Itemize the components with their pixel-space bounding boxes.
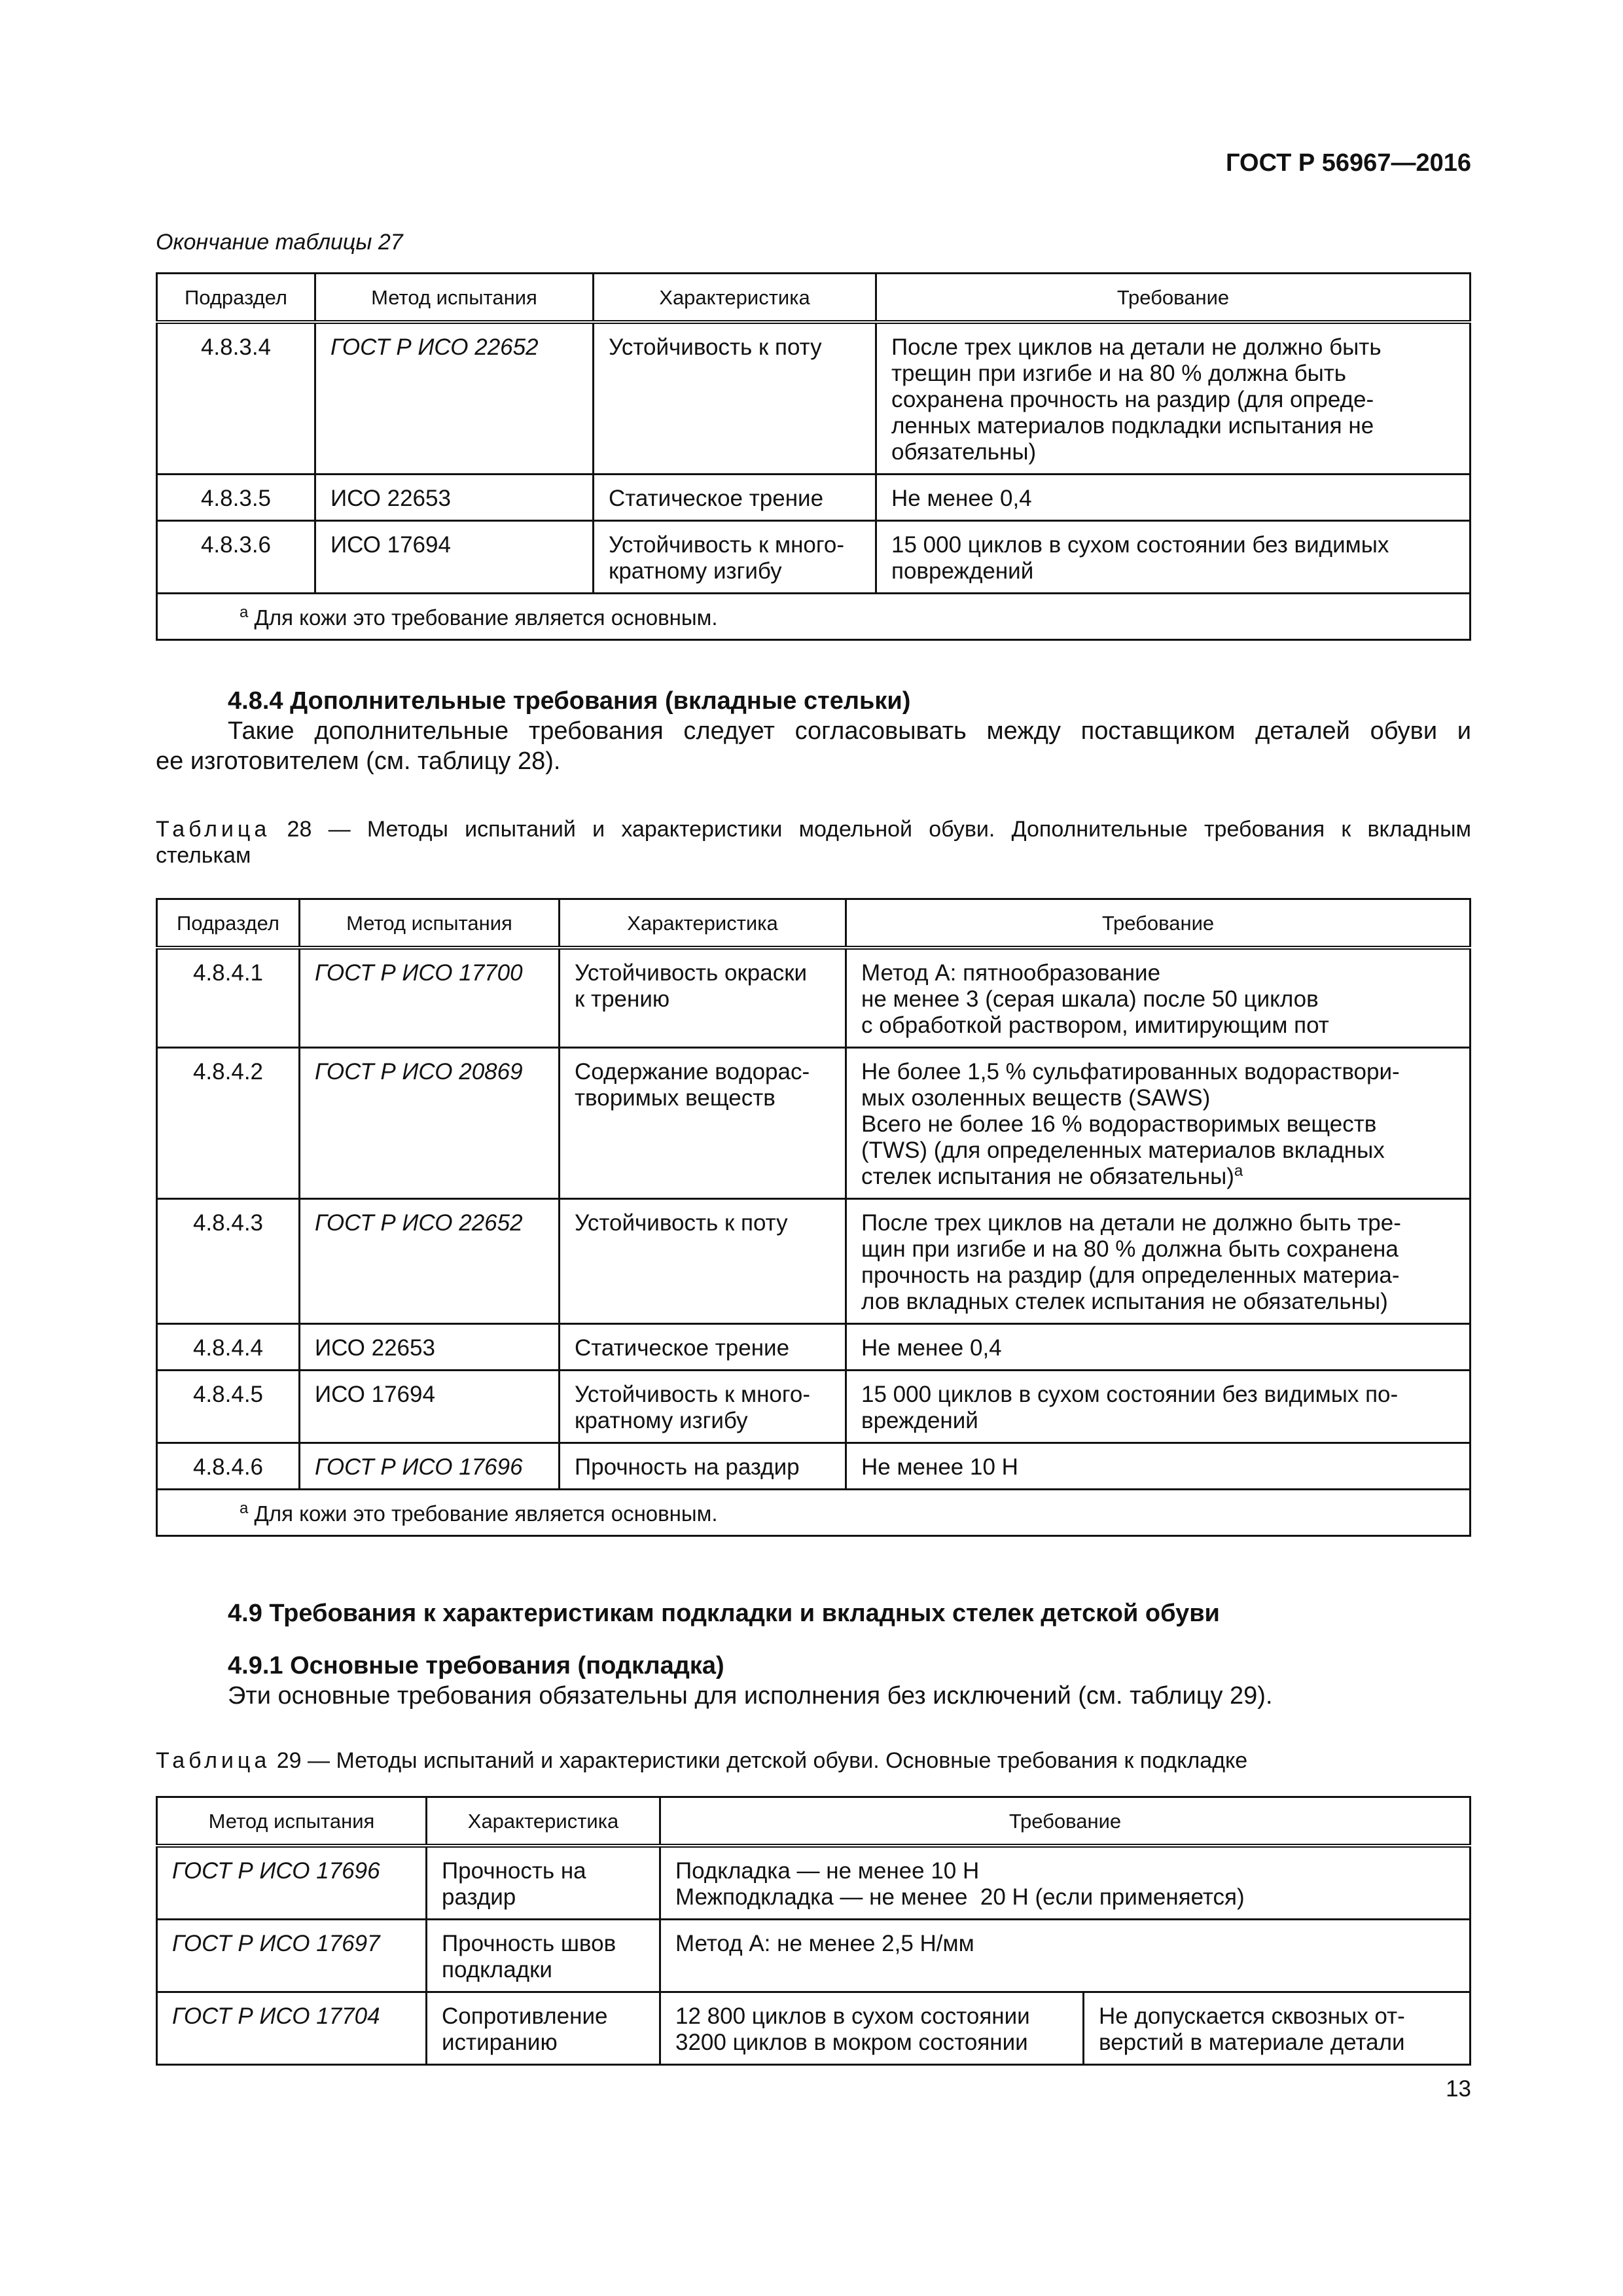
method-cell: ГОСТ Р ИСО 17700 bbox=[300, 948, 560, 1048]
requirement-cell: 15 000 циклов в сухом состоянии без видимых повреждений bbox=[876, 521, 1471, 594]
subsection-cell: 4.8.3.6 bbox=[157, 521, 315, 594]
col-header: Характеристика bbox=[560, 899, 846, 948]
requirement-cell: Не менее 0,4 bbox=[876, 475, 1471, 521]
col-header: Метод испытания bbox=[300, 899, 560, 948]
page-number: 13 bbox=[1446, 2076, 1471, 2102]
method-cell: ИСО 17694 bbox=[315, 521, 594, 594]
table-row bbox=[157, 1371, 1471, 1443]
method-cell: ИСО 22653 bbox=[315, 475, 594, 521]
section-title: 4.9.1 Основные требования (подкладка) bbox=[228, 1652, 724, 1679]
characteristic-cell: Устойчивость к много- кратному изгибу bbox=[594, 521, 876, 594]
section-title: 4.8.4 Дополнительные требования (вкладные стельки) bbox=[228, 687, 911, 715]
table-row bbox=[157, 1199, 1471, 1324]
method-cell: ГОСТ Р ИСО 17696 bbox=[157, 1846, 427, 1920]
requirement-cell: Подкладка — не менее 10 Н Межподкладка — не менее 20 Н (если применяется) bbox=[660, 1846, 1471, 1920]
subsection-cell: 4.8.3.5 bbox=[157, 475, 315, 521]
table-header-row bbox=[157, 1797, 1471, 1846]
col-header: Характеристика bbox=[427, 1797, 660, 1846]
subsection-cell: 4.8.4.6 bbox=[157, 1443, 300, 1490]
method-cell: ИСО 17694 bbox=[300, 1371, 560, 1443]
characteristic-cell: Сопротивление истиранию bbox=[427, 1992, 660, 2065]
col-header: Метод испытания bbox=[315, 274, 594, 323]
characteristic-cell: Устойчивость к поту bbox=[594, 322, 876, 475]
col-header: Характеристика bbox=[594, 274, 876, 323]
footnote-row bbox=[157, 594, 1471, 640]
characteristic-cell: Устойчивость окраски к трению bbox=[560, 948, 846, 1048]
requirement-cell: Не допускается сквозных от- верстий в материале детали bbox=[1084, 1992, 1471, 2065]
paragraph: ее изготовителем (см. таблицу 28). bbox=[156, 747, 561, 775]
table-row bbox=[157, 322, 1471, 475]
characteristic-cell: Прочность на раздир bbox=[560, 1443, 846, 1490]
subsection-cell: 4.8.4.2 bbox=[157, 1048, 300, 1199]
table-row bbox=[157, 1324, 1471, 1371]
subsection-cell: 4.8.3.4 bbox=[157, 322, 315, 475]
table29-caption: Таблица 29 — Методы испытаний и характеристики детской обуви. Основные требования к подкладке bbox=[156, 1748, 1248, 1773]
characteristic-cell: Прочность швов подкладки bbox=[427, 1920, 660, 1992]
col-header: Требование bbox=[876, 274, 1471, 323]
col-header: Требование bbox=[660, 1797, 1471, 1846]
method-cell: ГОСТ Р ИСО 17697 bbox=[157, 1920, 427, 1992]
col-header: Подраздел bbox=[157, 274, 315, 323]
table-row bbox=[157, 521, 1471, 594]
col-header: Подраздел bbox=[157, 899, 300, 948]
table-row bbox=[157, 1048, 1471, 1199]
table28 bbox=[156, 898, 1471, 1537]
table-row bbox=[157, 475, 1471, 521]
footnote-marker: а bbox=[1234, 1162, 1243, 1180]
requirement-cell: 15 000 циклов в сухом состоянии без видимых по- вреждений bbox=[846, 1371, 1471, 1443]
characteristic-cell: Прочность на раздир bbox=[427, 1846, 660, 1920]
requirement-cell: 12 800 циклов в сухом состоянии 3200 циклов в мокром состоянии bbox=[660, 1992, 1084, 2065]
paragraph: Эти основные требования обязательны для исполнения без исключений (см. таблицу 29). bbox=[228, 1682, 1273, 1710]
requirement-cell: Не менее 10 Н bbox=[846, 1443, 1471, 1490]
subsection-cell: 4.8.4.4 bbox=[157, 1324, 300, 1371]
characteristic-cell: Устойчивость к много- кратному изгибу bbox=[560, 1371, 846, 1443]
section-title: 4.9 Требования к характеристикам подкладки и вкладных стелек детской обуви bbox=[228, 1600, 1220, 1627]
table27-caption: Окончание таблицы 27 bbox=[156, 230, 403, 255]
table-row bbox=[157, 1920, 1471, 1992]
table-header-row bbox=[157, 899, 1471, 948]
table28-caption: Таблица 28 — Методы испытаний и характеристики модельной обуви. Дополнительные требования к вкладным стелькам bbox=[156, 817, 1471, 868]
characteristic-cell: Устойчивость к поту bbox=[560, 1199, 846, 1324]
characteristic-cell: Содержание водорас- творимых веществ bbox=[560, 1048, 846, 1199]
table-row bbox=[157, 948, 1471, 1048]
section-4-9-1 bbox=[156, 1651, 1471, 1711]
characteristic-cell: Статическое трение bbox=[560, 1324, 846, 1371]
col-header: Требование bbox=[846, 899, 1471, 948]
footnote-row bbox=[157, 1490, 1471, 1536]
footnote: $^а$ Для кожи это требование является основным. bbox=[157, 1490, 1471, 1536]
requirement-cell: Метод А: пятнообразование не менее 3 (серая шкала) после 50 циклов с обработкой раствором, имитирующим пот bbox=[846, 948, 1471, 1048]
table27 bbox=[156, 272, 1471, 641]
subsection-cell: 4.8.4.3 bbox=[157, 1199, 300, 1324]
method-cell: ГОСТ Р ИСО 22652 bbox=[315, 322, 594, 475]
subsection-cell: 4.8.4.5 bbox=[157, 1371, 300, 1443]
table-row bbox=[157, 1846, 1471, 1920]
method-cell: ГОСТ Р ИСО 17704 bbox=[157, 1992, 427, 2065]
footnote: $^а$ Для кожи это требование является основным. bbox=[157, 594, 1471, 640]
table-row bbox=[157, 1443, 1471, 1490]
method-cell: ГОСТ Р ИСО 20869 bbox=[300, 1048, 560, 1199]
paragraph: Такие дополнительные требования следует согласовывать между поставщиком деталей обуви и bbox=[228, 717, 1471, 745]
requirement-cell: После трех циклов на детали не должно быть тре- щин при изгибе и на 80 % должна быть сохранена прочность на раздир (для определенных материа- лов вкладных стелек испытания не обязательны) bbox=[846, 1199, 1471, 1324]
requirement-cell: Не менее 0,4 bbox=[846, 1324, 1471, 1371]
section-4-9 bbox=[156, 1598, 1471, 1628]
requirement-cell: Метод А: не менее 2,5 Н/мм bbox=[660, 1920, 1471, 1992]
method-cell: ГОСТ Р ИСО 22652 bbox=[300, 1199, 560, 1324]
requirement-cell: Не более 1,5 % сульфатированных водораствори- мых озоленных веществ (SAWS) Всего не более 16 % водорастворимых веществ (TWS) (для определенных материалов вкладных стелек испытания не обязательны)$^а$ bbox=[846, 1048, 1471, 1199]
section-4-8-4 bbox=[156, 686, 1471, 776]
document-header: ГОСТ Р 56967—2016 bbox=[1226, 149, 1471, 177]
characteristic-cell: Статическое трение bbox=[594, 475, 876, 521]
requirement-cell: После трех циклов на детали не должно быть трещин при изгибе и на 80 % должна быть сохранена прочность на раздир (для опреде- ленных материалов подкладки испытания не обязательны) bbox=[876, 322, 1471, 475]
table-row bbox=[157, 1992, 1471, 2065]
col-header: Метод испытания bbox=[157, 1797, 427, 1846]
table-header-row bbox=[157, 274, 1471, 323]
method-cell: ИСО 22653 bbox=[300, 1324, 560, 1371]
subsection-cell: 4.8.4.1 bbox=[157, 948, 300, 1048]
table29 bbox=[156, 1796, 1471, 2066]
method-cell: ГОСТ Р ИСО 17696 bbox=[300, 1443, 560, 1490]
